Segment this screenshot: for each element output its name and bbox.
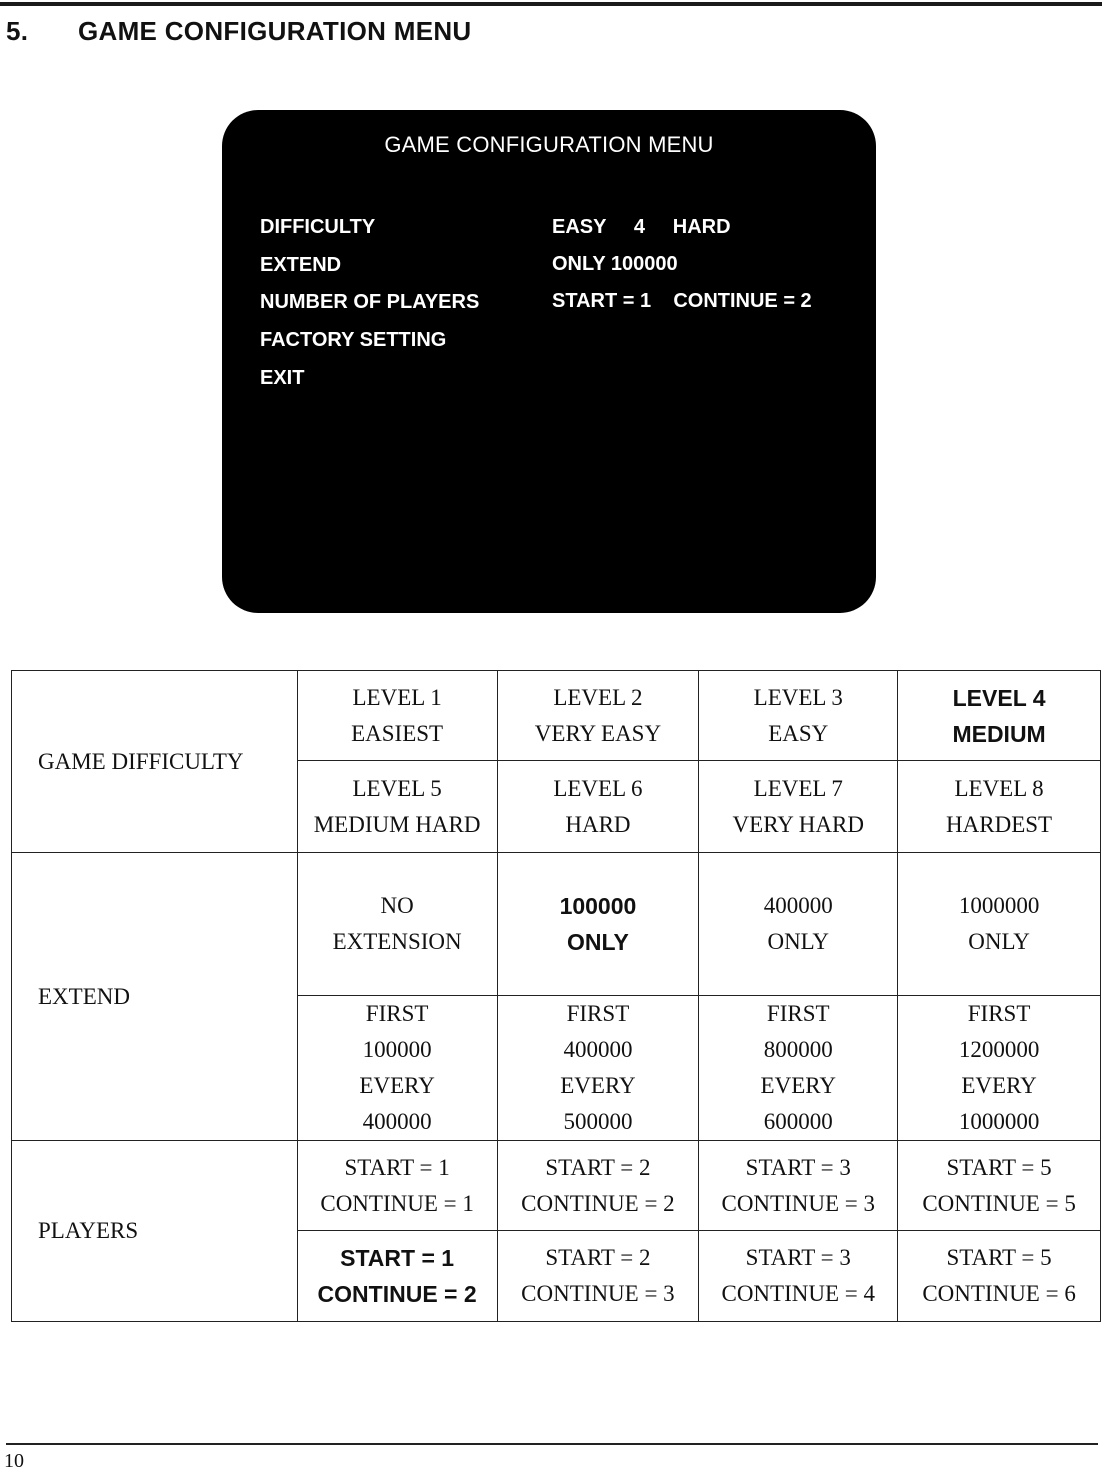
row-label-players: PLAYERS	[12, 1141, 298, 1322]
extend-cell: FIRST 400000 EVERY 500000	[497, 996, 699, 1141]
row-label-game-difficulty: GAME DIFFICULTY	[12, 671, 298, 853]
difficulty-cell: LEVEL 6 HARD	[497, 761, 699, 853]
menu-item-difficulty[interactable]: DIFFICULTY	[260, 216, 376, 238]
difficulty-cell: LEVEL 1 EASIEST	[297, 671, 497, 761]
players-cell: START = 3 CONTINUE = 3	[699, 1141, 898, 1231]
extend-cell: 400000 ONLY	[699, 853, 898, 996]
difficulty-cell: LEVEL 5 MEDIUM HARD	[297, 761, 497, 853]
difficulty-cell: LEVEL 8 HARDEST	[898, 761, 1101, 853]
players-cell: START = 3 CONTINUE = 4	[699, 1231, 898, 1322]
screen-title: GAME CONFIGURATION MENU	[384, 132, 714, 157]
menu-item-number-of-players[interactable]: NUMBER OF PLAYERS	[260, 291, 480, 313]
page-number: 10	[4, 1450, 24, 1472]
row-label-extend: EXTEND	[12, 853, 298, 1141]
extend-cell: FIRST 100000 EVERY 400000	[297, 996, 497, 1141]
config-menu-screen	[222, 110, 876, 613]
players-cell: START = 5 CONTINUE = 5	[898, 1141, 1101, 1231]
players-cell: START = 5 CONTINUE = 6	[898, 1231, 1101, 1322]
menu-value-difficulty: EASY 4 HARD	[552, 216, 731, 238]
extend-cell: FIRST 1200000 EVERY 1000000	[898, 996, 1101, 1141]
bottom-rule	[6, 1443, 1098, 1445]
players-cell-default: START = 1 CONTINUE = 2	[297, 1231, 497, 1322]
extend-cell-default: 100000 ONLY	[497, 853, 699, 996]
menu-value-number-of-players: START = 1 CONTINUE = 2	[552, 290, 812, 312]
difficulty-cell: LEVEL 2 VERY EASY	[497, 671, 699, 761]
table-row	[12, 853, 1101, 996]
section-title: GAME CONFIGURATION MENU	[78, 16, 472, 46]
top-rule	[0, 2, 1102, 6]
difficulty-cell-default: LEVEL 4 MEDIUM	[898, 671, 1101, 761]
players-cell: START = 2 CONTINUE = 3	[497, 1231, 699, 1322]
menu-item-exit[interactable]: EXIT	[260, 367, 305, 389]
extend-cell: NO EXTENSION	[297, 853, 497, 996]
players-cell: START = 1 CONTINUE = 1	[297, 1141, 497, 1231]
menu-value-extend: ONLY 100000	[552, 253, 678, 275]
table-row	[12, 671, 1101, 761]
players-cell: START = 2 CONTINUE = 2	[497, 1141, 699, 1231]
table-row	[12, 1141, 1101, 1231]
difficulty-cell: LEVEL 3 EASY	[699, 671, 898, 761]
extend-cell: FIRST 800000 EVERY 600000	[699, 996, 898, 1141]
config-options-table	[11, 670, 1101, 1322]
extend-cell: 1000000 ONLY	[898, 853, 1101, 996]
menu-item-extend[interactable]: EXTEND	[260, 254, 342, 276]
section-number: 5.	[6, 16, 29, 46]
menu-item-factory-setting[interactable]: FACTORY SETTING	[260, 329, 447, 351]
difficulty-cell: LEVEL 7 VERY HARD	[699, 761, 898, 853]
